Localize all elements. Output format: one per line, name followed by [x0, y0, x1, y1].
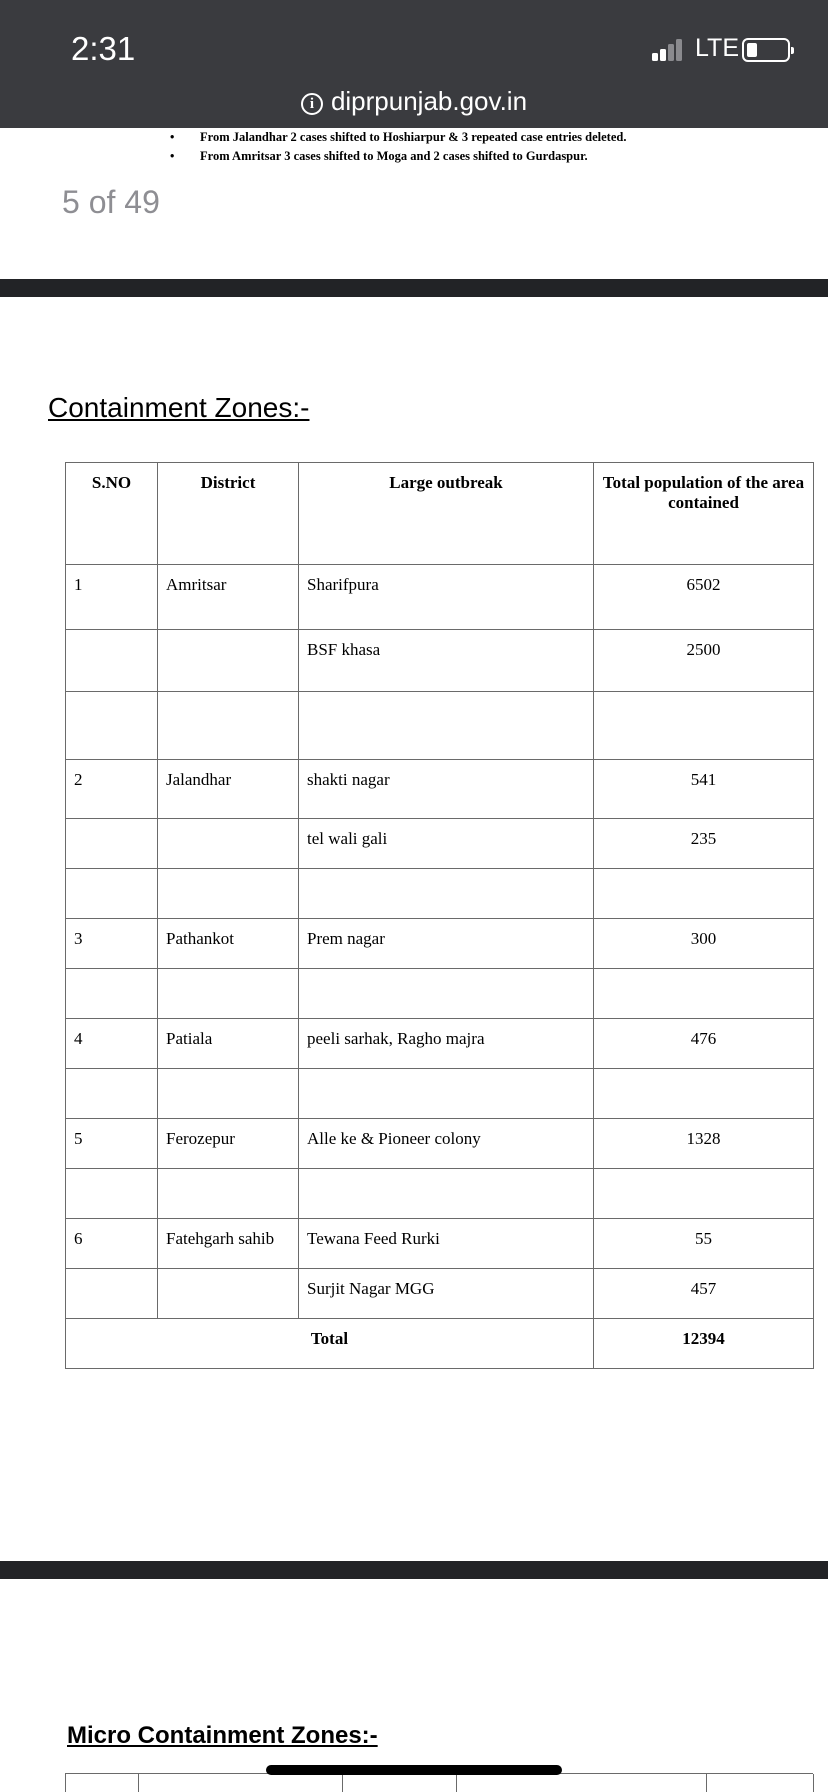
status-time: 2:31: [71, 30, 136, 67]
row-population: 300: [594, 919, 814, 969]
header-population: Total population of the area contained: [594, 463, 814, 565]
row-outbreak: [299, 869, 594, 919]
row-district: Fatehgarh sahib: [158, 1219, 299, 1269]
row-outbreak: [299, 1169, 594, 1219]
row-district: [158, 869, 299, 919]
row-sno: [66, 630, 158, 692]
row-population: [594, 1169, 814, 1219]
row-sno: [66, 869, 158, 919]
containment-table: [65, 462, 814, 1369]
row-outbreak: Sharifpura: [299, 565, 594, 630]
browser-top-bar: [0, 0, 828, 128]
row-sno: 4: [66, 1019, 158, 1069]
row-outbreak: [299, 969, 594, 1019]
page-counter: 5 of 49: [62, 184, 160, 220]
row-population: 6502: [594, 565, 814, 630]
row-sno: 3: [66, 919, 158, 969]
header-district: District: [158, 463, 299, 565]
row-sno: 2: [66, 760, 158, 819]
info-icon[interactable]: i: [301, 93, 323, 115]
row-outbreak: Alle ke & Pioneer colony: [299, 1119, 594, 1169]
note-item: • From Jalandhar 2 cases shifted to Hoshiarpur & 3 repeated case entries deleted.: [200, 128, 626, 147]
row-population: [594, 692, 814, 760]
row-district: [158, 1269, 299, 1319]
row-outbreak: BSF khasa: [299, 630, 594, 692]
row-population: [594, 1069, 814, 1119]
header-sno: S.NO: [66, 463, 158, 565]
row-sno: [66, 692, 158, 760]
containment-heading: Containment Zones:-: [48, 392, 310, 423]
micro-containment-heading: Micro Containment Zones:-: [67, 1722, 378, 1749]
row-population: 235: [594, 819, 814, 869]
network-type: LTE: [695, 34, 739, 62]
row-population: [594, 969, 814, 1019]
table-row: [66, 1169, 814, 1219]
notes-list: [200, 128, 626, 166]
table-row: [66, 760, 814, 819]
row-population: 1328: [594, 1119, 814, 1169]
page-divider: [0, 1561, 828, 1579]
battery-icon: [742, 38, 790, 62]
table-row: [66, 819, 814, 869]
total-label: Total: [66, 1319, 594, 1369]
table-row: [66, 919, 814, 969]
table-row: [66, 692, 814, 760]
row-outbreak: tel wali gali: [299, 819, 594, 869]
row-outbreak: Surjit Nagar MGG: [299, 1269, 594, 1319]
row-district: Pathankot: [158, 919, 299, 969]
row-district: [158, 819, 299, 869]
header-outbreak: Large outbreak: [299, 463, 594, 565]
row-population: 2500: [594, 630, 814, 692]
table-row: [66, 1019, 814, 1069]
row-district: [158, 1069, 299, 1119]
total-value: 12394: [594, 1319, 814, 1369]
row-sno: 1: [66, 565, 158, 630]
table-row: [66, 630, 814, 692]
row-population: 55: [594, 1219, 814, 1269]
row-population: 541: [594, 760, 814, 819]
note-item: • From Amritsar 3 cases shifted to Moga and 2 cases shifted to Gurdaspur.: [200, 147, 626, 166]
row-district: Amritsar: [158, 565, 299, 630]
row-district: Ferozepur: [158, 1119, 299, 1169]
row-outbreak: shakti nagar: [299, 760, 594, 819]
row-sno: [66, 1069, 158, 1119]
row-sno: [66, 819, 158, 869]
micro-containment-table: [65, 1773, 813, 1792]
row-outbreak: [299, 692, 594, 760]
row-district: [158, 692, 299, 760]
row-district: [158, 630, 299, 692]
row-sno: [66, 1269, 158, 1319]
row-sno: 6: [66, 1219, 158, 1269]
row-population: [594, 869, 814, 919]
row-population: 476: [594, 1019, 814, 1069]
row-district: [158, 1169, 299, 1219]
row-district: Patiala: [158, 1019, 299, 1069]
table-row: [66, 565, 814, 630]
table-row: [66, 969, 814, 1019]
home-indicator[interactable]: [266, 1765, 562, 1775]
table-row: [66, 1119, 814, 1169]
cellular-signal-icon: [652, 39, 688, 61]
table-row: [66, 869, 814, 919]
row-district: Jalandhar: [158, 760, 299, 819]
table-row: [66, 1219, 814, 1269]
row-district: [158, 969, 299, 1019]
row-sno: 5: [66, 1119, 158, 1169]
row-outbreak: Tewana Feed Rurki: [299, 1219, 594, 1269]
address-bar[interactable]: [0, 86, 828, 117]
total-row: [66, 1319, 814, 1369]
row-population: 457: [594, 1269, 814, 1319]
row-sno: [66, 1169, 158, 1219]
row-outbreak: peeli sarhak, Ragho majra: [299, 1019, 594, 1069]
page-divider: [0, 279, 828, 297]
table-row: [66, 1069, 814, 1119]
row-sno: [66, 969, 158, 1019]
address-domain: diprpunjab.gov.in: [330, 86, 528, 116]
row-outbreak: Prem nagar: [299, 919, 594, 969]
row-outbreak: [299, 1069, 594, 1119]
table-row: [66, 1269, 814, 1319]
